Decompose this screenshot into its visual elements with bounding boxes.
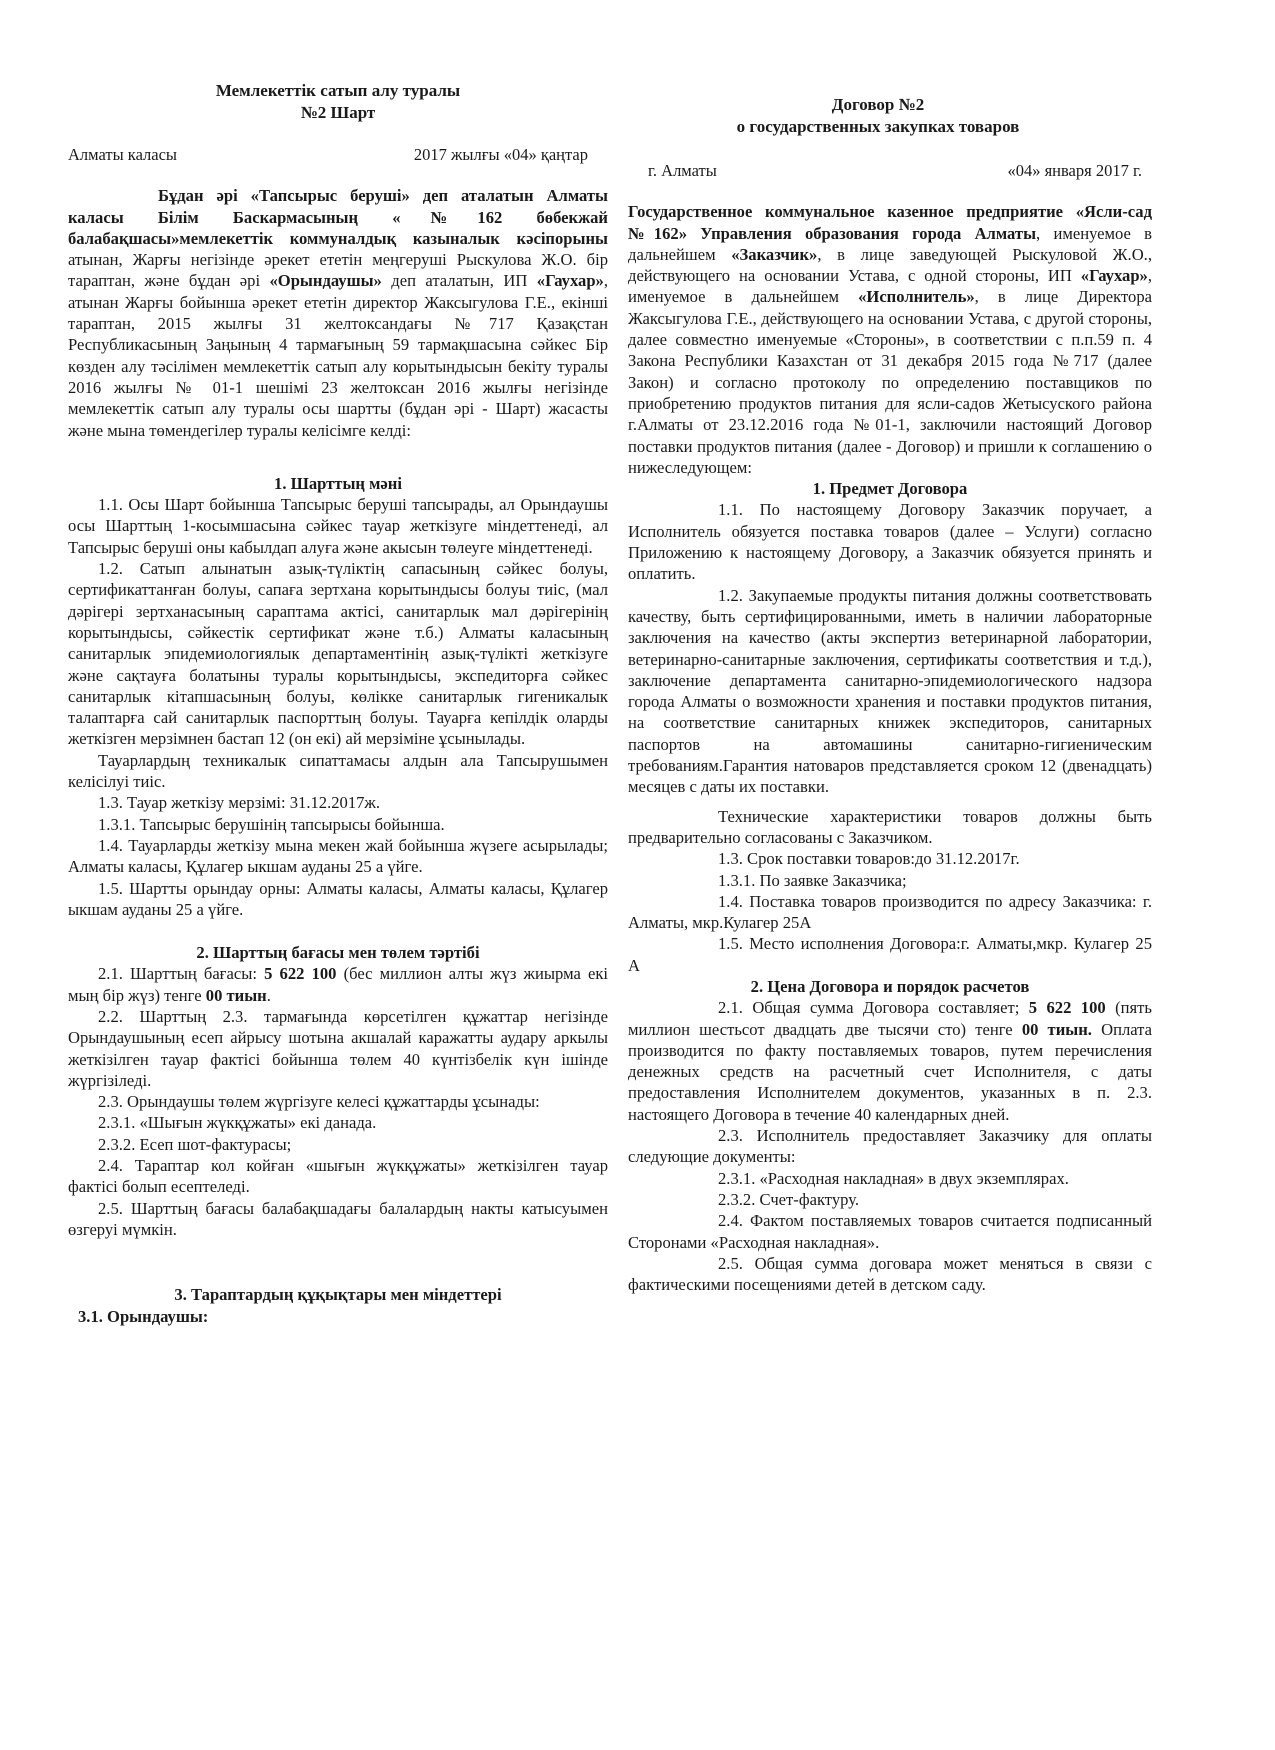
ru-intro-text4: , в лице Директора Жаксыгулова Г.Е., действующего на основании Устава, с другой стороны, далее совместно именуемые «Стороны», в соответствии с п.п.59 п. 4 Закона Республики Казахстан от 31 декабря 2015 года №717 (далее Закон) и согласно протоколу по определению поставщиков по приобретению продуктов питания для ясли-садов Жетысуского района г.Алматы от 23.12.2016 года №01-1, заключили настоящий Договор поставки продуктов питания (далее - Договор) и пришли к соглашению о нижеследующем:: [628, 287, 1152, 477]
russian-column: [628, 80, 1152, 1295]
kz-title-line1: Мемлекеттік сатып алу туралы: [215, 81, 461, 100]
ru-p1-4: 1.4. Поставка товаров производится по адресу Заказчика: г. Алматы, мкр.Кулагер 25А: [628, 891, 1152, 933]
kz-p1-3-1: 1.3.1. Тапсырыс берушінің тапсырысы бойынша.: [98, 814, 445, 834]
ru-p2-3-1: 2.3.1. «Расходная накладная» в двух экземплярах.: [718, 1168, 1069, 1188]
kz-section2-title: 2. Шарттың бағасы мен төлем тәртібі: [196, 943, 480, 963]
kz-p2-1-b: (бес миллион алты жүз жиырма екі мың бір жүз) тенге: [68, 964, 609, 1005]
ru-p2-5: 2.5. Общая сумма договара может меняться в связи с фактическими посещениями детей в детском саду.: [628, 1253, 1152, 1295]
ru-p2-1-a: 2.1. Общая сумма Договора составляет;: [718, 998, 1029, 1018]
ru-p1-3: 1.3. Срок поставки товаров:до 31.12.2017г.: [718, 849, 1020, 869]
kz-title-block: [68, 80, 548, 124]
ru-intro-bold2: «Заказчик»: [731, 244, 818, 264]
ru-p1-3-1: 1.3.1. По заявке Заказчика;: [718, 870, 907, 890]
ru-city: г. Алматы: [648, 161, 717, 180]
kz-p2-1-a: 2.1. Шарттың бағасы:: [98, 964, 265, 984]
kz-intro-bold3: «Гаухар»: [536, 271, 604, 291]
kz-p1-5: 1.5. Шартты орындау орны: Алматы каласы, Алматы каласы, Құлагер ыкшам ауданы 25 а үйге.: [68, 878, 608, 919]
ru-p1-1: 1.1. По настоящему Договору Заказчик поручает, а Исполнитель обязуется поставка товаров (далее – Услуги) согласно Приложению к настоящему Договору, а Заказчик обязуется принять и оплатить.: [628, 500, 1152, 584]
ru-intro-bold4: «Исполнитель»: [858, 287, 975, 307]
ru-p2-1-tiyn: 00 тиын.: [1021, 1019, 1092, 1039]
kz-intro: [68, 185, 608, 441]
ru-title-line1: Договор №2: [831, 95, 925, 114]
kz-intro-text1: атынан, Жарғы негізінде әрекет ететін меңгеруші Рыскулова Ж.О. бір тараптан, және бұдан әрі: [68, 250, 608, 291]
kz-intro-text3: , атынан Жарғы бойынша әрекет ететін директор Жаксыгулова Г.Е., екінші тараптан, 2015 жылғы 31 желтоксандағы №717 Қазақстан Республикасының Заңының 4 тармағының 59 тармақшасына сәйкес Бір көзден алу тәсілімен мемлекеттік сатып алу корытындысын бекіту туралы 2016 жылғы № 01-1 шешімі 23 желтоксан 2016 жылғы негізінде мемлекеттік сатып алу туралы осы шартты (бұдан әрі - Шарт) жасасты және мына төмендегілер туралы келісімге келді:: [68, 271, 608, 440]
ru-intro: [628, 201, 1152, 478]
kz-intro-bold2: «Орындаушы»: [269, 271, 382, 291]
kz-p2-3: 2.3. Орындаушы төлем жүргізуге келесі құжаттарды ұсынады:: [98, 1092, 540, 1112]
ru-title-block: [628, 94, 1088, 138]
kz-p2-1-tiyn: 00 тиын: [205, 985, 267, 1005]
kz-title-line2: №2 Шарт: [300, 103, 376, 122]
ru-title-line2: о государственных закупках товаров: [736, 117, 1020, 136]
ru-p1-2b: Технические характеристики товаров должны быть предварительно согласованы с Заказчиком.: [628, 806, 1152, 847]
ru-intro-bold1: Государственное коммунальное казенное предприятие «Ясли-сад №162» Управления образования города Алматы: [628, 202, 1152, 243]
kz-p2-4: 2.4. Тараптар кол койған «шығын жүкқұжаты» жеткізілген тауар фактісі болып есептеледі.: [68, 1156, 608, 1197]
ru-p2-1: [628, 997, 1152, 1125]
ru-p2-4: 2.4. Фактом поставляемых товаров считается подписанный Сторонами «Расходная накладная».: [628, 1211, 1152, 1252]
kz-p2-3-2: 2.3.2. Есеп шот-фактурасы;: [98, 1134, 292, 1154]
kz-p1-4: 1.4. Тауарларды жеткізу мына мекен жай бойынша жүзеге асырылады; Алматы каласы, Құлагер ыкшам ауданы 25 а үйге.: [68, 835, 608, 877]
ru-section2-title: 2. Цена Договора и порядок расчетов: [750, 976, 1030, 996]
ru-intro-bold3: «Гаухар»: [1080, 266, 1148, 286]
kz-s3-1: 3.1. Орындаушы:: [78, 1306, 209, 1326]
kz-city: Алматы каласы: [68, 145, 177, 164]
ru-intro-text3: , именуемое в дальнейшем: [628, 266, 1152, 307]
kz-p1-1: 1.1. Осы Шарт бойынша Тапсырыс беруші тапсырады, ал Орындаушы осы Шарттың 1-косымшасына сәйкес тауар жеткізуге міндеттенеді, ал Тапсырыс беруші оны кабылдап алуға және акысын төлеуге міндеттенеді.: [68, 495, 608, 557]
kz-intro-bold1: Бұдан әрі «Тапсырыс беруші» деп аталатын Алматы каласы Білім Баскармасының «№162 бөбекжай балабақшасы»мемлекеттік коммуналдық казыналык кәсіпорыны: [68, 186, 608, 248]
kz-section3-title: 3. Тараптардың құқықтары мен міндеттері: [174, 1285, 502, 1305]
ru-p2-1-sum: 5 622 100: [1028, 998, 1106, 1018]
kz-section1-title: 1. Шарттың мәні: [274, 473, 402, 493]
kz-p2-3-1: 2.3.1. «Шығын жүкқұжаты» екі данада.: [98, 1113, 377, 1133]
ru-dateline: [628, 160, 1152, 181]
ru-date: «04» января 2017 г.: [1007, 161, 1142, 180]
kz-p1-2b: Тауарлардың техникалык сипаттамасы алдын ала Тапсырушымен келісілуі тиіс.: [68, 750, 608, 792]
ru-section1-title: 1. Предмет Договора: [812, 479, 968, 499]
kz-p2-5: 2.5. Шарттың бағасы балабақшадағы балалардың накты катысуымен өзгеруі мүмкін.: [68, 1198, 608, 1239]
ru-p2-3: 2.3. Исполнитель предоставляет Заказчику для оплаты следующие документы:: [628, 1126, 1152, 1167]
kz-p1-3: 1.3. Тауар жеткізу мерзімі: 31.12.2017ж.: [98, 793, 381, 813]
kz-p2-1: 2.1. Шарттың бағасы: 5 622 100 (бес миллион алты жүз жиырма екі мың бір жүз) тенге 00 тиын.: [68, 964, 609, 1005]
kz-dateline: [68, 144, 608, 165]
ru-p1-2: 1.2. Закупаемые продукты питания должны соответствовать качеству, быть сертифицированными, иметь в наличии лабораторные заключения на качество (акты экспертиз ветеринарной лаборатории, ветеринарно-санитарные заключения, сертификаты соответствия и т.д.), заключение департамента санитарно-эпидемиологического надзора города Алматы о возможности хранения и поставки продуктов питания, на соответствие санитарных книжек экспедиторов, санитарных паспортов на автомашины санитарно-гигиеническим требованиям.Гарантия натоваров представляется сроком 12 (двенадцать) месяцев с даты их поставки.: [628, 585, 1152, 797]
ru-intro-text1: , именуемое в дальнейшем: [628, 223, 1153, 264]
ru-p2-1-b: (пять миллион шестьсот двадцать две тысячи сто) тенге: [628, 998, 1152, 1039]
kz-p2-2: 2.2. Шарттың 2.3. тармағында көрсетілген құжаттар негізінде Орындаушының есеп айрысу шотына акшалай каражатты аудару аркылы жеткізілген тауар фактісі бойынша төлем 40 күнтізбелік күн ішінде жүргізіледі.: [68, 1006, 608, 1090]
kz-p2-1-sum: 5 622 100: [264, 964, 337, 984]
ru-p2-3-2: 2.3.2. Счет-фактуру.: [718, 1189, 859, 1209]
ru-p1-5: 1.5. Место исполнения Договора:г. Алматы,мкр. Кулагер 25 А: [628, 934, 1152, 975]
kazakh-column: [68, 80, 608, 1327]
kz-date: 2017 жылғы «04» қаңтар: [413, 145, 588, 164]
ru-p2-1-c: Оплата производится по факту поставляемых товаров, путем перечисления денежных средств на расчетный счет Исполнителя, с даты предоставления Исполнителем документов, указанных в п. 2.3. настоящего Договора в течение 40 календарных дней.: [628, 1019, 1152, 1124]
kz-intro-text2: деп аталатын, ИП: [381, 271, 537, 291]
kz-p1-2: 1.2. Сатып алынатын азық-түліктің сапасының сәйкес болуы, сертификаттанған болуы, сапаға зертхана корытындысы болуы тиіс, (мал дәрігері зертханасының сараптама актісі, санитарлык мал дәрігерінің корытындысы, сәйкестік сертификат және т.б.) Алматы каласының санитарлык эпидемиологиялык департаментінің азық-түлікті жеткізуге және сақтауға болатыны туралы корытындысы, экспедиторға сәйкес санитарлык кітапшасының болуы, көлікке санитарлык гигеникалык талаптарға сай санитарлык паспорттың болуы. Тауарға кепілдік оларды жеткізген мерзімнен бастап 12 (он екі) ай мерзіміне ұсынылады.: [68, 559, 608, 749]
ru-intro-text2: , в лице заведующей Рыскуловой Ж.О., действующего на основании Устава, с одной стороны, ИП: [628, 244, 1152, 286]
